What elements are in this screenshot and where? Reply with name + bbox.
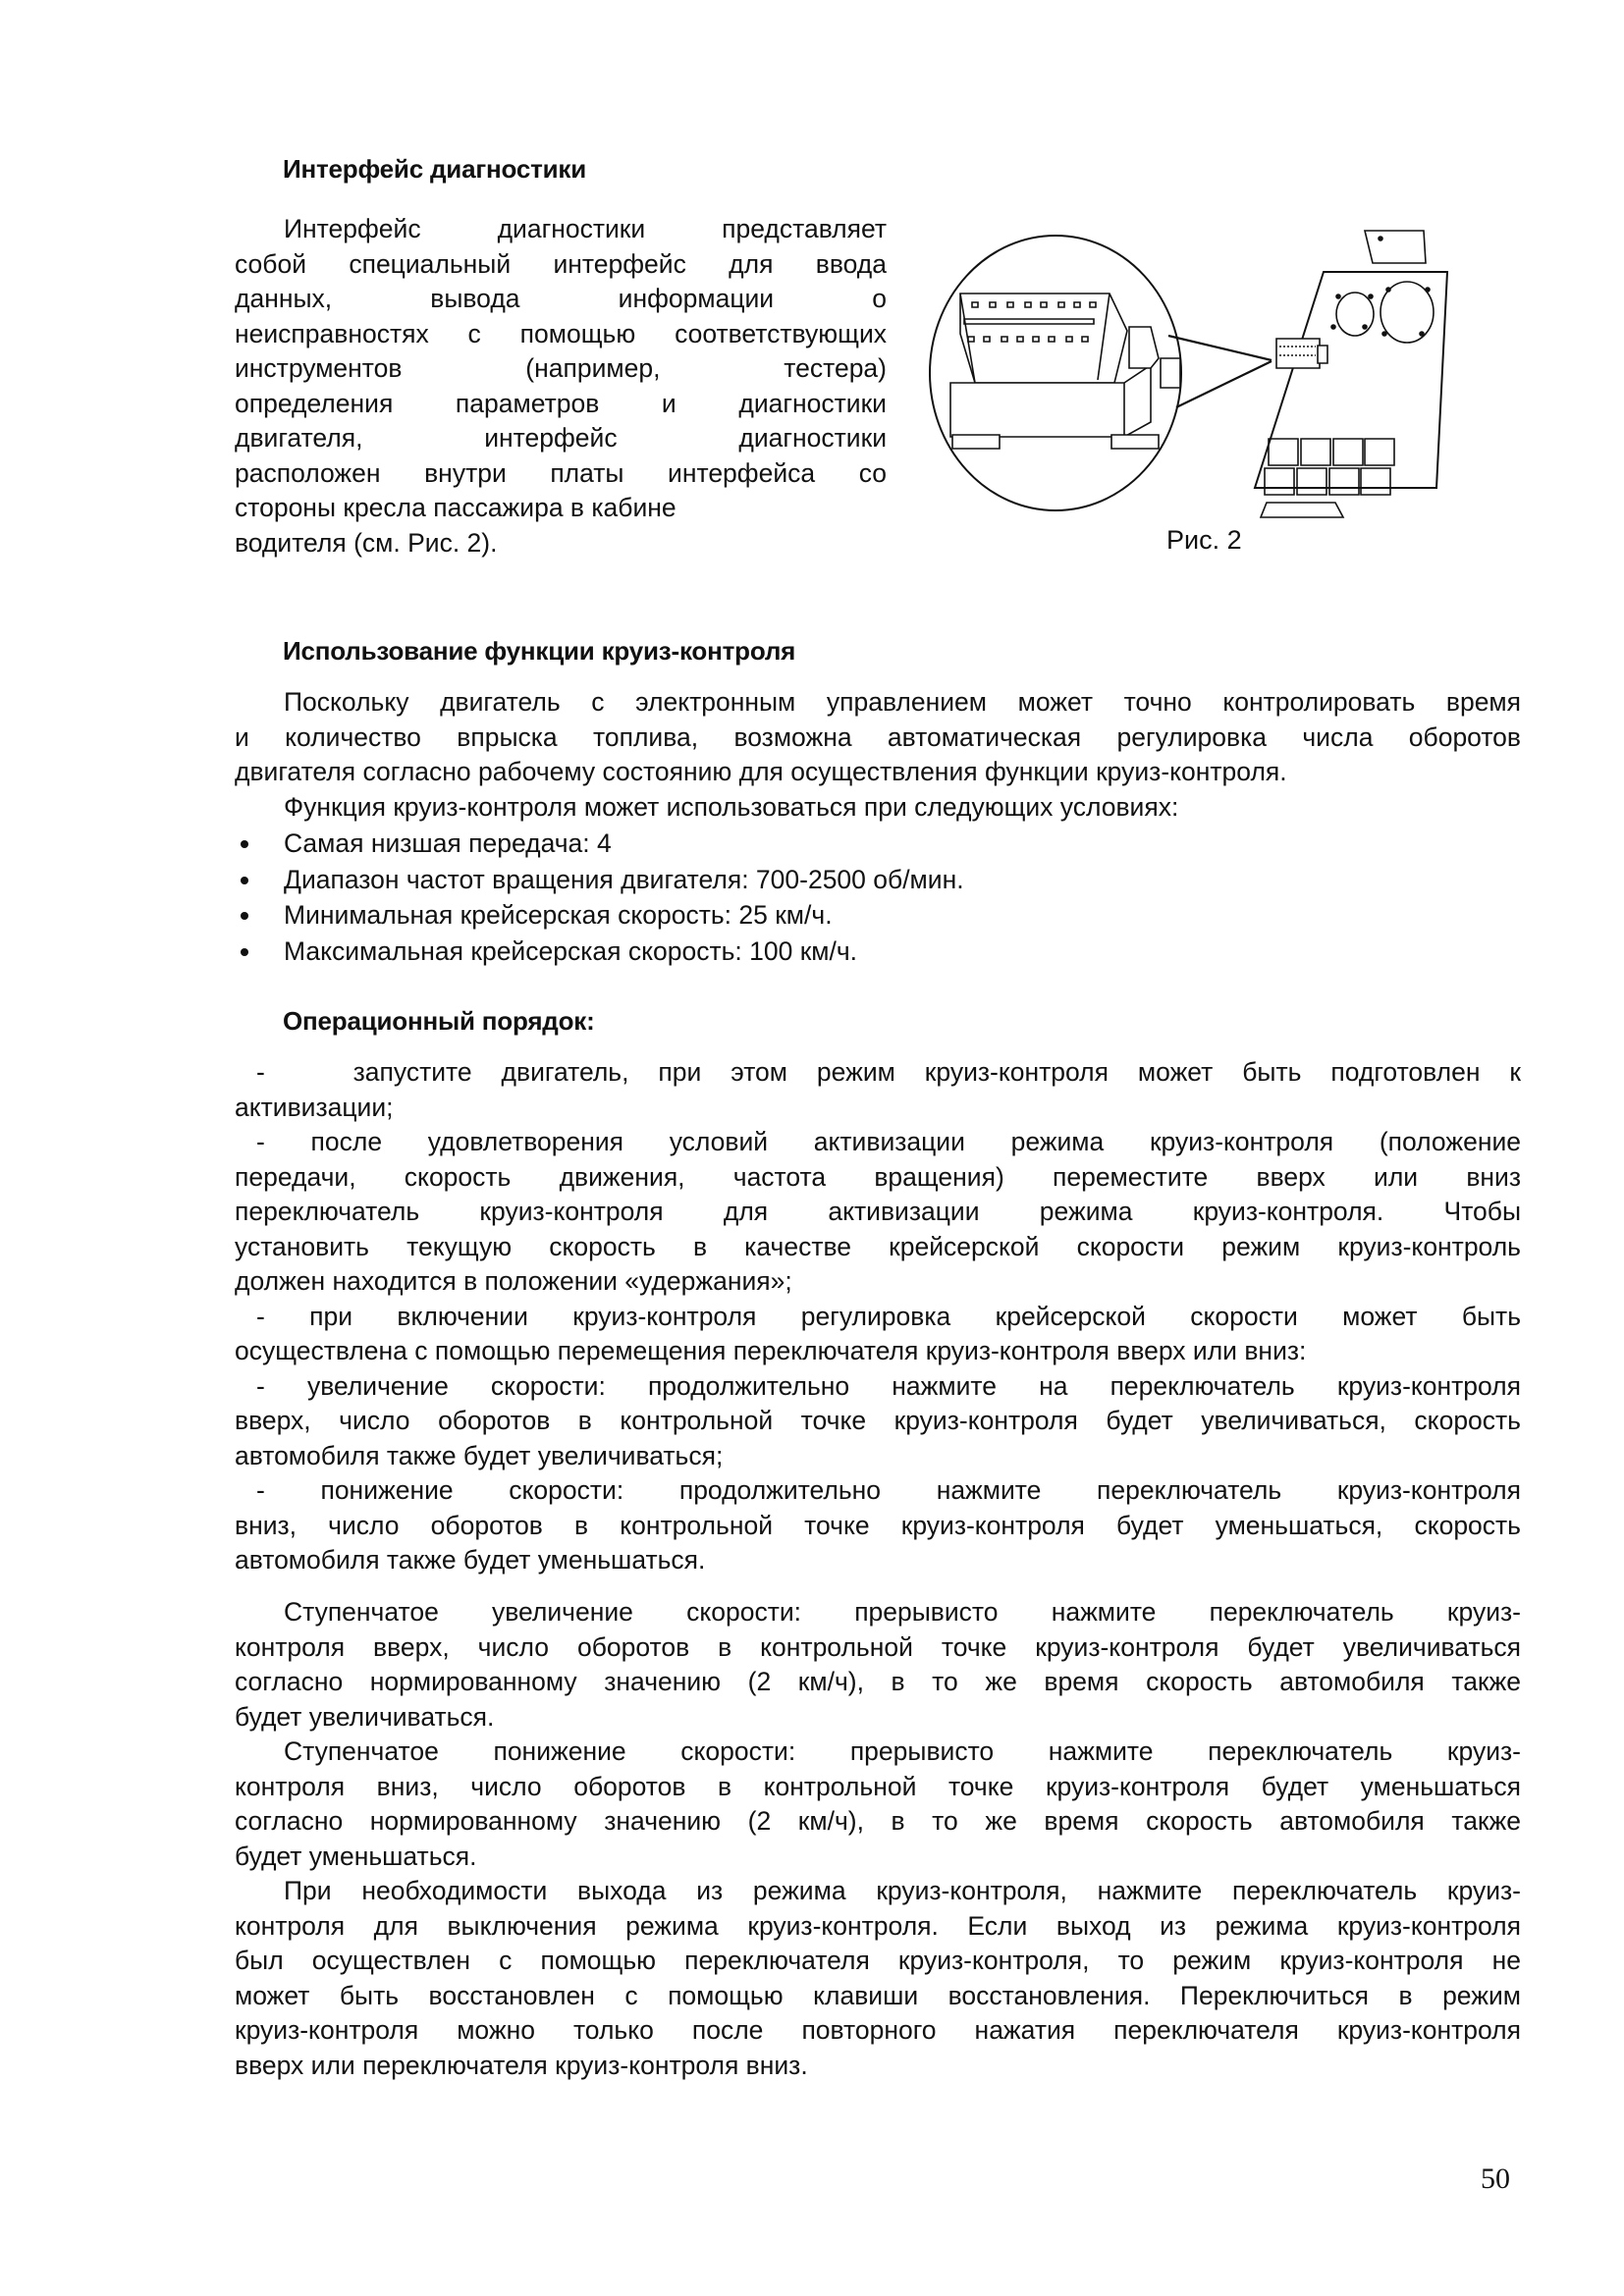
bullet-icon — [241, 948, 248, 956]
list-item — [235, 826, 1521, 862]
bullet-icon — [241, 877, 248, 884]
text-line: При необходимости выхода из режима круиз-контроля, нажмите переключатель круиз- — [284, 1876, 1521, 1905]
text-line: автомобиля также будет увеличиваться; — [235, 1440, 724, 1470]
text-line: Ступенчатое понижение скорости: прерывисто нажмите переключатель круиз- — [284, 1736, 1521, 1766]
step-item — [235, 1125, 1521, 1300]
text-line: стороны кресла пассажира в кабине — [235, 493, 677, 522]
text-line: - понижение скорости: продолжительно нажмите переключатель круиз-контроля — [256, 1475, 1521, 1505]
callout-line-bottom — [1176, 361, 1272, 407]
text-line: определения параметров и диагностики — [235, 388, 887, 418]
list-item — [235, 934, 1521, 970]
text-line: двигателя, интерфейс диагностики — [235, 423, 887, 453]
text-line: вниз, число оборотов в контрольной точке круиз-контроля будет уменьшаться, скорость — [235, 1510, 1521, 1540]
diagnostic-connector-icon — [1276, 339, 1320, 368]
callout-line-top — [1168, 336, 1272, 360]
text-line: данных, вывода информации о — [235, 284, 887, 313]
stepwise-paragraphs — [235, 1595, 1521, 2083]
list-item-text: Самая низшая передача: 4 — [284, 828, 612, 858]
paragraph-step-down — [235, 1735, 1521, 1874]
text-line: - при включении круиз-контроля регулировка крейсерской скорости может быть — [256, 1301, 1521, 1331]
text-line: расположен внутри платы интерфейса со — [235, 457, 887, 488]
text-line: - запустите двигатель, при этом режим круиз-контроля может быть подготовлен к — [256, 1057, 1521, 1087]
text-line: должен находится в положении «удержания»; — [235, 1266, 792, 1296]
paragraph-exit-mode — [235, 1874, 1521, 2083]
list-item — [235, 897, 1521, 934]
text-line: согласно нормированному значению (2 км/ч), в то же время скорость автомобиля также — [235, 1667, 1521, 1696]
text-line: вверх, число оборотов в контрольной точке круиз-контроля будет увеличиваться, скорость — [235, 1406, 1521, 1435]
text-line: контроля вверх, число оборотов в контрольной точке круиз-контроля будет увеличиваться — [235, 1631, 1521, 1662]
step-item — [235, 1300, 1521, 1369]
text-line: установить текущую скорость в качестве крейсерской скорости режим круиз-контроль — [235, 1231, 1521, 1261]
list-item-text: Максимальная крейсерская скорость: 100 км/ч. — [284, 935, 858, 966]
conditions-list — [235, 826, 1521, 969]
text-line: передачи, скорость движения, частота вращения) переместите вверх или вниз — [235, 1161, 1521, 1192]
bullet-icon — [241, 912, 248, 920]
text-line: неисправностях с помощью соответствующих — [235, 318, 887, 348]
text-line: активизации; — [235, 1092, 394, 1122]
text-line: переключатель круиз-контроля для активизации режима круиз-контроля. Чтобы — [235, 1197, 1521, 1226]
page-number: 50 — [1481, 2163, 1510, 2195]
text-line: Интерфейс диагностики представляет — [284, 214, 887, 243]
text-line: и количество впрыска топлива, возможна автоматическая регулировка числа оборотов — [235, 721, 1521, 752]
text-line: вверх или переключателя круиз-контроля вниз. — [235, 2050, 808, 2080]
text-line: собой специальный интерфейс для ввода — [235, 248, 887, 279]
text-line: водителя (см. Рис. 2). — [235, 527, 498, 558]
text-line: Поскольку двигатель с электронным управлением может точно контролировать время — [284, 687, 1521, 717]
text-line: автомобиля также будет уменьшаться. — [235, 1545, 706, 1575]
bullet-icon — [241, 840, 248, 848]
step-item — [235, 1369, 1521, 1474]
text-line: - после удовлетворения условий активизации режима круиз-контроля (положение — [256, 1127, 1521, 1156]
text-line: инструментов (например, тестера) — [235, 353, 887, 383]
list-item — [235, 862, 1521, 898]
paragraph-step-up — [235, 1595, 1521, 1735]
text-line: осуществлена с помощью перемещения переключателя круиз-контроля вверх или вниз: — [235, 1336, 1307, 1365]
text-line: Ступенчатое увеличение скорости: прерывисто нажмите переключатель круиз- — [284, 1597, 1521, 1627]
figure-caption: Рис. 2 — [1166, 525, 1242, 555]
connector-zoomed-icon — [950, 294, 1180, 449]
section-heading-cruise-control: Использование функции круиз-контроля — [283, 636, 796, 666]
list-item-text: Минимальная крейсерская скорость: 25 км/ч. — [284, 900, 833, 930]
text-line: контроля для выключения режима круиз-контроля. Если выход из режима круиз-контроля — [235, 1910, 1521, 1941]
text-line: контроля вниз, число оборотов в контрольной точке круиз-контроля будет уменьшаться — [235, 1771, 1521, 1801]
diagnostic-interface-figure — [923, 211, 1512, 535]
text-line: может быть восстановлен с помощью клавиши восстановления. Переключиться в режим — [235, 1980, 1521, 2010]
list-item-text: Диапазон частот вращения двигателя: 700-2500 об/мин. — [284, 864, 964, 894]
text-line: согласно нормированному значению (2 км/ч), в то же время скорость автомобиля также — [235, 1806, 1521, 1836]
section-heading-operation-order: Операционный порядок: — [283, 1006, 595, 1036]
conditions-intro: Функция круиз-контроля может использоваться при следующих условиях: — [284, 791, 1179, 822]
operation-steps — [235, 1055, 1521, 1578]
text-line: будет увеличиваться. — [235, 1701, 495, 1732]
step-item — [235, 1473, 1521, 1578]
diagnostics-paragraph — [235, 212, 887, 561]
cruise-control-intro — [235, 685, 1521, 825]
step-item — [235, 1055, 1521, 1125]
text-line: будет уменьшаться. — [235, 1841, 477, 1871]
text-line: был осуществлен с помощью переключателя круиз-контроля, то режим круиз-контроля не — [235, 1946, 1521, 1975]
text-line: круиз-контроля можно только после повторного нажатия переключателя круиз-контроля — [235, 2015, 1521, 2045]
text-line: - увеличение скорости: продолжительно нажмите на переключатель круиз-контроля — [256, 1370, 1521, 1401]
section-heading-diagnostics: Интерфейс диагностики — [283, 154, 586, 184]
interface-board-icon — [1255, 231, 1447, 517]
text-line: двигателя согласно рабочему состоянию для осуществления функции круиз-контроля. — [235, 757, 1287, 786]
